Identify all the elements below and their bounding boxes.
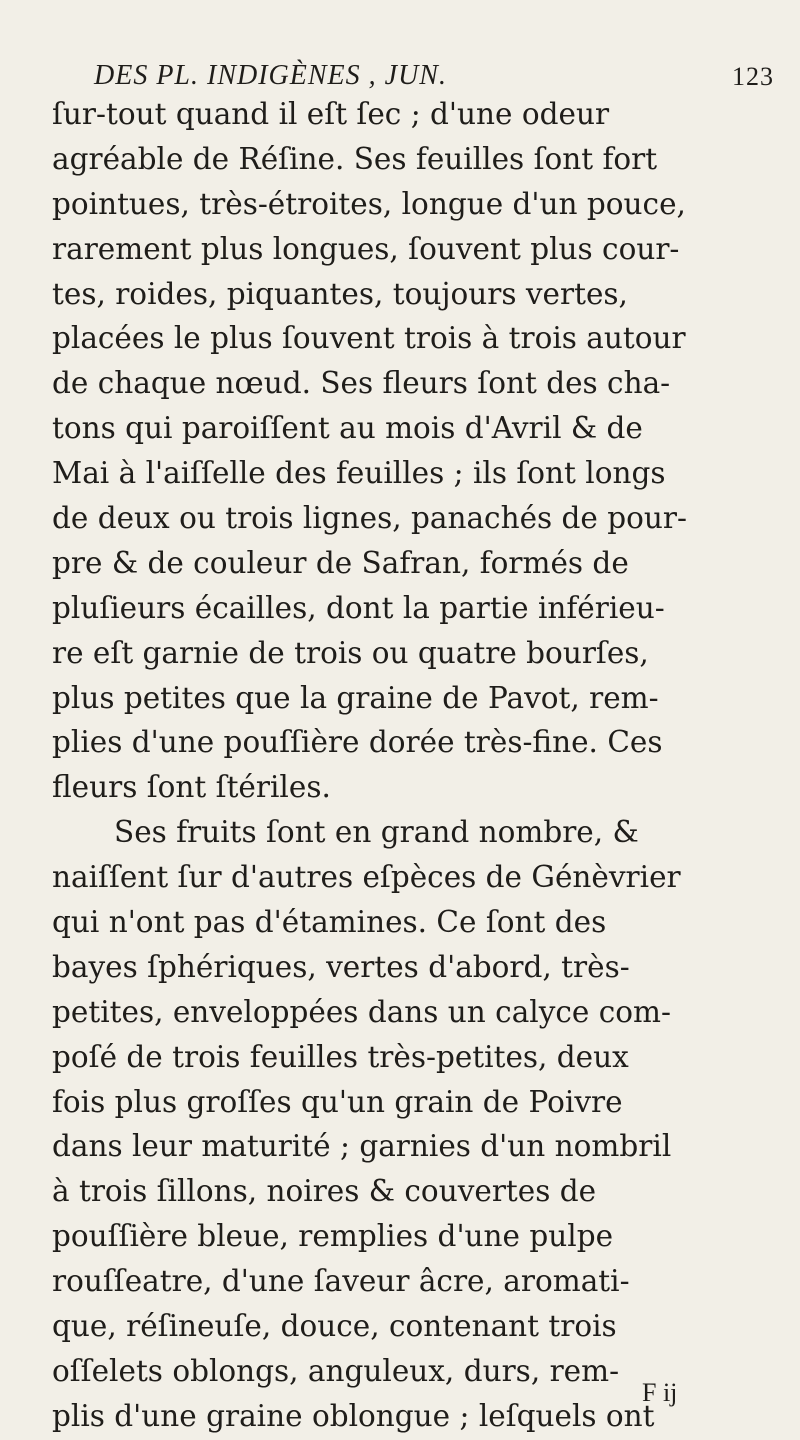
text-line: Mai à l'aiſſelle des feuilles ; ils ſont longs (52, 456, 666, 491)
paragraph-start-line: Ses fruits ſont en grand nombre, & (114, 815, 639, 850)
text-line: pointues, très-étroites, longue d'un pouce, (52, 186, 686, 221)
text-line: de deux ou trois lignes, panachés de pour- (52, 501, 687, 536)
text-line: plies d'une pouſſière dorée très-fine. Ces (52, 725, 663, 760)
text-line: pluſieurs écailles, dont la partie inférieu- (52, 590, 665, 625)
text-line: bayes ſphériques, vertes d'abord, très- (52, 949, 630, 984)
page-number: 123 (732, 62, 774, 91)
text-line: naiſſent ſur d'autres eſpèces de Génèvrier (52, 860, 681, 895)
text-line: tons qui paroiſſent au mois d'Avril & de (52, 411, 643, 446)
text-line: oſſelets oblongs, anguleux, durs, rem- (52, 1353, 620, 1388)
text-line: rarement plus longues, ſouvent plus cour- (52, 231, 680, 266)
text-line: tes, roides, piquantes, toujours vertes, (52, 276, 628, 311)
text-line: fois plus groſſes qu'un grain de Poivre (52, 1084, 623, 1119)
text-line: fleurs ſont ſtériles. (52, 770, 331, 805)
text-line: plis d'une graine oblongue ; leſquels ont (52, 1398, 655, 1433)
text-line: qui n'ont pas d'étamines. Ce ſont des (52, 905, 607, 940)
running-head: DES PL. INDIGÈNES , JUN. (94, 60, 447, 91)
text-line: à trois ſillons, noires & couvertes de (52, 1174, 597, 1209)
text-line: placées le plus ſouvent trois à trois autour (52, 321, 686, 356)
text-line: ſur-tout quand il eſt ſec ; d'une odeur (52, 97, 610, 131)
text-line: poſé de trois feuilles très-petites, deux (52, 1039, 629, 1074)
text-line: pre & de couleur de Safran, formés de (52, 545, 629, 580)
text-line: rouſſeatre, d'une ſaveur âcre, aromati- (52, 1264, 630, 1299)
text-line: re eſt garnie de trois ou quatre bourſes, (52, 635, 649, 670)
text-line: que, réſineuſe, douce, contenant trois (52, 1309, 617, 1344)
text-line: dans leur maturité ; garnies d'un nombril (52, 1129, 672, 1164)
text-line: de chaque nœud. Ses fleurs ſont des cha- (52, 366, 671, 401)
text-line: agréable de Réſine. Ses feuilles ſont fort (52, 141, 658, 176)
signature-mark: F ij (642, 1378, 678, 1407)
text-line: petites, enveloppées dans un calyce com- (52, 994, 671, 1029)
text-line: plus petites que la graine de Pavot, rem- (52, 680, 659, 715)
body-text (52, 92, 757, 1439)
text-line: pouſſière bleue, remplies d'une pulpe (52, 1219, 614, 1254)
